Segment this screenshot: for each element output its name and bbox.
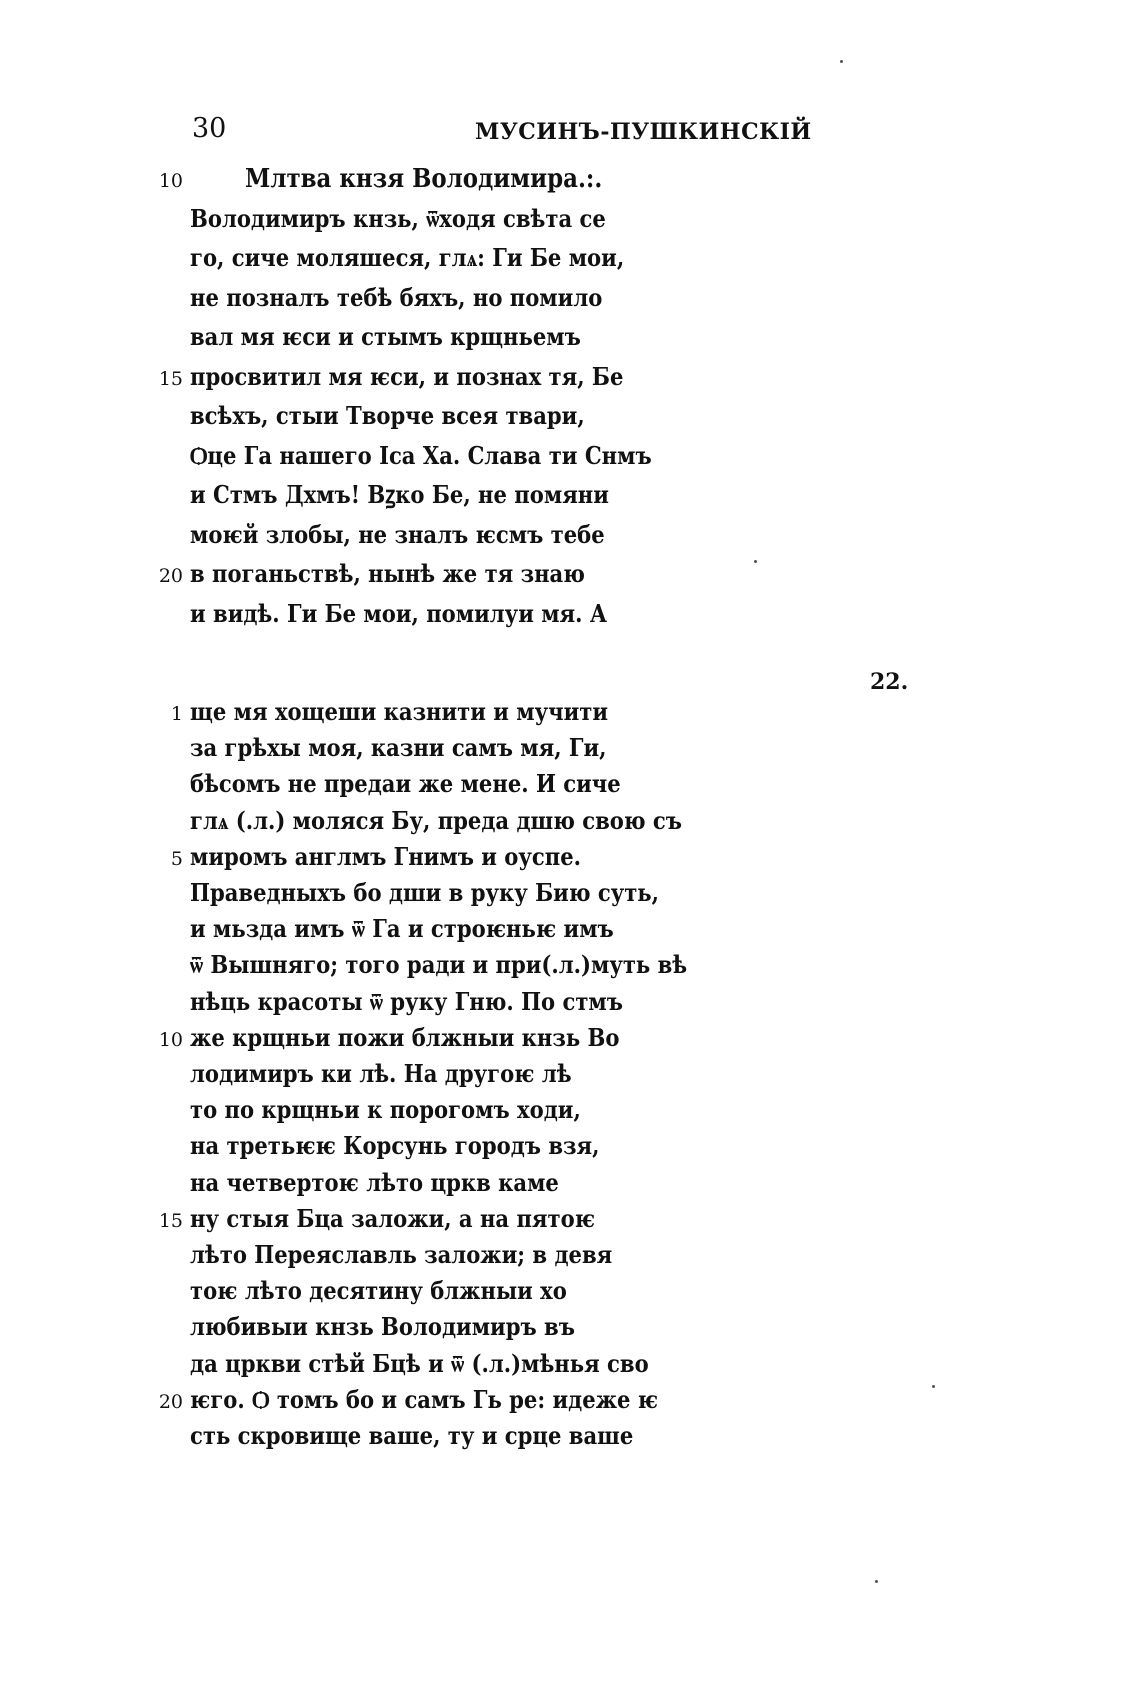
- speck: [754, 560, 757, 563]
- line-text: миромъ англмъ Гнимъ и оуспе.: [190, 841, 581, 871]
- line-text: бѣсомъ не предаи же мене. И сиче: [190, 769, 621, 799]
- line-text: на третьѥѥ Корсунь городъ взя,: [190, 1131, 600, 1161]
- text-line: [0, 840, 760, 879]
- text-line: [0, 281, 760, 320]
- speck: [875, 1580, 878, 1583]
- text-line: [0, 360, 760, 399]
- text-line: [0, 241, 760, 280]
- folio-marker: 22.: [870, 669, 909, 695]
- line-text: лѣто Переяславль заложи; в девя: [190, 1240, 613, 1269]
- text-line: [0, 202, 760, 241]
- line-text: вал мя ѥси и стымъ крщньемъ: [190, 322, 581, 351]
- text-line: [0, 439, 760, 478]
- text-line: [0, 876, 760, 915]
- line-text: моѥй злобы, не зналъ ѥсмъ тебе: [190, 519, 605, 549]
- text-line: [0, 1057, 760, 1096]
- text-line: [0, 1274, 760, 1313]
- line-number: 5: [170, 847, 183, 870]
- text-line: [0, 1310, 760, 1349]
- line-text: тоѥ лѣто десятину блжныи хо: [190, 1276, 567, 1306]
- line-text: же крщньи пожи блжныи кнзь Во: [190, 1022, 620, 1052]
- line-number: 1: [170, 703, 183, 725]
- text-line: [0, 1383, 760, 1422]
- line-text: то по крщньи к порогомъ ходи,: [190, 1095, 581, 1125]
- line-text: го, сиче моляшеся, глѧ: Ги Бе мои,: [190, 243, 625, 272]
- text-line: [0, 985, 760, 1024]
- line-text: не позналъ тебѣ бяхъ, но помило: [190, 282, 603, 312]
- line-text: глѧ (.л.) моляся Бу, преда дшю свою съ: [190, 805, 682, 835]
- text-line: [0, 804, 760, 843]
- text-line: [0, 162, 760, 201]
- line-text: ну стыя Бца заложи, а на пятоѥ: [190, 1203, 596, 1233]
- line-text: лодимиръ ки лѣ. На другоѥ лѣ: [190, 1059, 572, 1088]
- line-text: и Стмъ Дхмъ! Вꙁко Бе, не помяни: [190, 480, 609, 509]
- prayer-title: Млтва кнзя Володимира.:.: [245, 164, 603, 194]
- line-text: и видѣ. Ги Бе мои, помилуи мя. А: [190, 598, 608, 628]
- text-line: [0, 912, 760, 951]
- line-number: 20: [158, 565, 183, 587]
- text-line: [0, 1419, 760, 1458]
- text-line: [0, 320, 760, 359]
- line-text: любивыи кнзь Володимиръ въ: [190, 1312, 575, 1342]
- line-number: 10: [158, 170, 183, 192]
- line-number: 15: [158, 1209, 183, 1232]
- running-head: МУСИНЪ-ПУШКИНСКІЙ: [475, 119, 812, 145]
- line-text: просвитил мя ѥси, и познах тя, Бе: [190, 361, 624, 391]
- line-text: Володимиръ кнзь, ѿходя свѣта се: [190, 203, 606, 233]
- speck: [932, 1385, 935, 1388]
- text-line: [0, 948, 760, 987]
- text-line: [0, 1202, 760, 1241]
- text-line: [0, 1238, 760, 1277]
- line-number: 15: [158, 367, 183, 390]
- line-text: нѣць красоты ѿ руку Гню. По стмъ: [190, 986, 623, 1016]
- text-line: [0, 399, 760, 438]
- line-text: ѿ Вышняго; того ради и при(.л.)муть вѣ: [190, 950, 688, 980]
- text-line: [0, 1021, 760, 1060]
- page-number: 30: [192, 113, 227, 144]
- speck: [840, 60, 843, 63]
- text-line: [0, 1166, 760, 1205]
- line-text: в поганьствѣ, нынѣ же тя знаю: [190, 559, 585, 588]
- line-number: 10: [158, 1028, 183, 1051]
- line-text: ще мя хощеши казнити и мучити: [190, 697, 609, 726]
- line-text: Праведныхъ бо дши в руку Бию суть,: [190, 878, 659, 907]
- line-text: Ѻце Га нашего Іса Ха. Слава ти Снмъ: [190, 440, 652, 470]
- text-line: [0, 767, 760, 806]
- text-line: [0, 1347, 760, 1386]
- text-line: [0, 695, 760, 734]
- text-line: [0, 518, 760, 557]
- text-line: [0, 1093, 760, 1132]
- line-number: 20: [158, 1390, 183, 1413]
- text-line: [0, 731, 760, 770]
- line-text: за грѣхы моя, казни самъ мя, Ги,: [190, 733, 607, 763]
- text-line: [0, 557, 760, 596]
- line-text: да цркви стѣй Бцѣ и ѿ (.л.)мѣнья сво: [190, 1348, 649, 1378]
- line-text: сть скровище ваше, ту и срце ваше: [190, 1421, 634, 1450]
- line-text: всѣхъ, стыи Творче всея твари,: [190, 401, 585, 430]
- line-text: ѥго. Ѻ томъ бо и самъ Гь ре: идеже ѥ: [190, 1384, 659, 1414]
- text-line: [0, 1129, 760, 1168]
- line-text: на четвертоѥ лѣто цркв каме: [190, 1167, 559, 1197]
- text-line: [0, 478, 760, 517]
- line-text: и мьзда имъ ѿ Га и строѥньѥ имъ: [190, 914, 614, 944]
- text-line: [0, 597, 760, 636]
